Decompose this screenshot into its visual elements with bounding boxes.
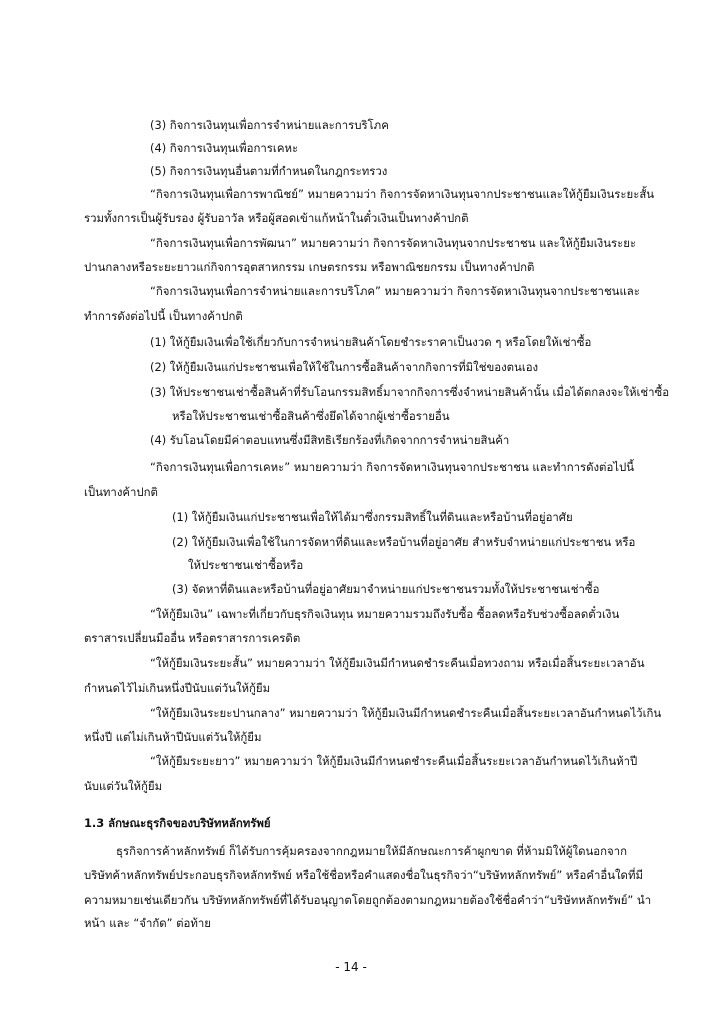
definition-commerce: “กิจการเงินทุนเพื่อการพาณิชย์” หมายความว่า กิจการจัดหาเงินทุนจากประชาชนและให้กู้ยืมเงินระยะสั้น xyxy=(150,187,655,201)
list-item-4: (4) กิจการเงินทุนเพื่อการเคหะ xyxy=(150,141,299,155)
definition-consumer: “กิจการเงินทุนเพื่อการจำหน่ายและการบริโภค” หมายความว่า กิจการจัดหาเงินทุนจากประชาชนและ xyxy=(150,284,640,298)
paragraph-line-4: หน้า และ “จำกัด” ต่อท้าย xyxy=(84,916,211,930)
definition-housing: “กิจการเงินทุนเพื่อการเคหะ” หมายความว่า กิจการจัดหาเงินทุนจากประชาชน และทำการดังต่อไปนี้ xyxy=(150,460,635,474)
definition-development: “กิจการเงินทุนเพื่อการพัฒนา” หมายความว่า กิจการจัดหาเงินทุนจากประชาชน และให้กู้ยืมเงินระยะ xyxy=(150,236,637,250)
section-heading: 1.3 ลักษณะธุรกิจของบริษัทหลักทรัพย์ xyxy=(84,816,271,830)
definition-medium-term-cont: หนึ่งปี แต่ไม่เกินห้าปีนับแต่วันให้กู้ยืม xyxy=(84,730,262,744)
housing-item-2-cont: ให้ประชาชนเช่าซื้อหรือ xyxy=(188,558,304,572)
definition-short-term: “ให้กู้ยืมเงินระยะสั้น” หมายความว่า ให้กู้ยืมเงินมีกำหนดชำระคืนเมื่อทวงถาม หรือเมื่อสิ้นระยะเวลาอัน xyxy=(150,656,645,670)
paragraph-line-3: ความหมายเช่นเดียวกัน บริษัทหลักทรัพย์ที่ได้รับอนุญาตโดยถูกต้องตามกฎหมายต้องใช้ชื่อคำว่า“บริษัทหลักทรัพย์” นำ xyxy=(84,893,652,907)
consumer-item-2: (2) ให้กู้ยืมเงินแก่ประชาชนเพื่อให้ใช้ในการซื้อสินค้าจากกิจการที่มิใช่ของตนเอง xyxy=(150,360,539,374)
definition-consumer-cont: ทำการดังต่อไปนี้ เป็นทางค้าปกติ xyxy=(84,309,243,323)
housing-item-1: (1) ให้กู้ยืมเงินแก่ประชาชนเพื่อให้ได้มาซึ่งกรรมสิทธิ์ในที่ดินและหรือบ้านที่อยู่อาศัย xyxy=(172,510,573,524)
definition-housing-cont: เป็นทางค้าปกติ xyxy=(84,485,158,499)
definition-short-term-cont: กำหนดไว้ไม่เกินหนึ่งปีนับแต่วันให้กู้ยืม xyxy=(84,681,271,695)
paragraph-line-2: บริษัทค้าหลักทรัพย์ประกอบธุรกิจหลักทรัพย์ หรือใช้ชื่อหรือคำแสดงชื่อในธุรกิจว่า“บริษัทหลักทรัพย์” หรือคำอื่นใดที่มี xyxy=(84,868,643,882)
definition-development-cont: ปานกลางหรือระยะยาวแก่กิจการอุตสาหกรรม เกษตรกรรม หรือพาณิชยกรรม เป็นทางค้าปกติ xyxy=(84,260,535,274)
housing-item-2: (2) ให้กู้ยืมเงินเพื่อใช้ในการจัดหาที่ดินและหรือบ้านที่อยู่อาศัย สำหรับจำหน่ายแก่ประชาชน หรือ xyxy=(172,535,636,549)
list-item-3: (3) กิจการเงินทุนเพื่อการจำหน่ายและการบริโภค xyxy=(150,118,389,132)
definition-long-term: “ให้กู้ยืมระยะยาว” หมายความว่า ให้กู้ยืมเงินมีกำหนดชำระคืนเมื่อสิ้นระยะเวลาอันกำหนดไว้เกินห้าปี xyxy=(150,754,638,768)
consumer-item-1: (1) ให้กู้ยืมเงินเพื่อใช้เกี่ยวกับการจำหน่ายสินค้าโดยชำระราคาเป็นงวด ๆ หรือโดยให้เช่าซื้อ xyxy=(150,335,592,349)
consumer-item-3-cont: หรือให้ประชาชนเช่าซื้อสินค้าซึ่งยึดได้จากผู้เช่าซื้อรายอื่น xyxy=(172,409,450,423)
definition-long-term-cont: นับแต่วันให้กู้ยืม xyxy=(84,779,163,793)
housing-item-3: (3) จัดหาที่ดินและหรือบ้านที่อยู่อาศัยมาจำหน่ายแก่ประชาชนรวมทั้งให้ประชาชนเช่าซื้อ xyxy=(172,582,600,596)
list-item-5: (5) กิจการเงินทุนอื่นตามที่กำหนดในกฎกระทรวง xyxy=(150,164,388,178)
definition-lending-cont: ตราสารเปลี่ยนมืออื่น หรือตราสารการเครดิต xyxy=(84,631,301,645)
definition-lending: “ให้กู้ยืมเงิน” เฉพาะที่เกี่ยวกับธุรกิจเงินทุน หมายความรวมถึงรับซื้อ ซื้อลดหรือรับช่วงซื้อลดตั๋วเงิน xyxy=(150,607,620,621)
page-number: - 14 - xyxy=(335,960,367,974)
consumer-item-4: (4) รับโอนโดยมีค่าตอบแทนซึ่งมีสิทธิเรียกร้องที่เกิดจากการจำหน่ายสินค้า xyxy=(150,433,510,447)
paragraph-line-1: ธุรกิจการค้าหลักทรัพย์ ก็ได้รับการคุ้มครองจากกฎหมายให้มีลักษณะการค้าผูกขาด ที่ห้ามมิให้ผู้ใดนอกจาก xyxy=(116,844,628,858)
definition-commerce-cont: รวมทั้งการเป็นผู้รับรอง ผู้รับอาวัล หรือผู้สอดเข้าแก้หน้าในตั๋วเงินเป็นทางค้าปกติ xyxy=(84,211,469,225)
consumer-item-3: (3) ให้ประชาชนเช่าซื้อสินค้าที่รับโอนกรรมสิทธิ์มาจากกิจการซึ่งจำหน่ายสินค้านั้น เมื่อได้ตกลงจะให้เช่าซื้อ xyxy=(150,385,670,399)
definition-medium-term: “ให้กู้ยืมเงินระยะปานกลาง” หมายความว่า ให้กู้ยืมเงินมีกำหนดชำระคืนเมื่อสิ้นระยะเวลาอันกำหนดไว้เกิน xyxy=(150,706,662,720)
